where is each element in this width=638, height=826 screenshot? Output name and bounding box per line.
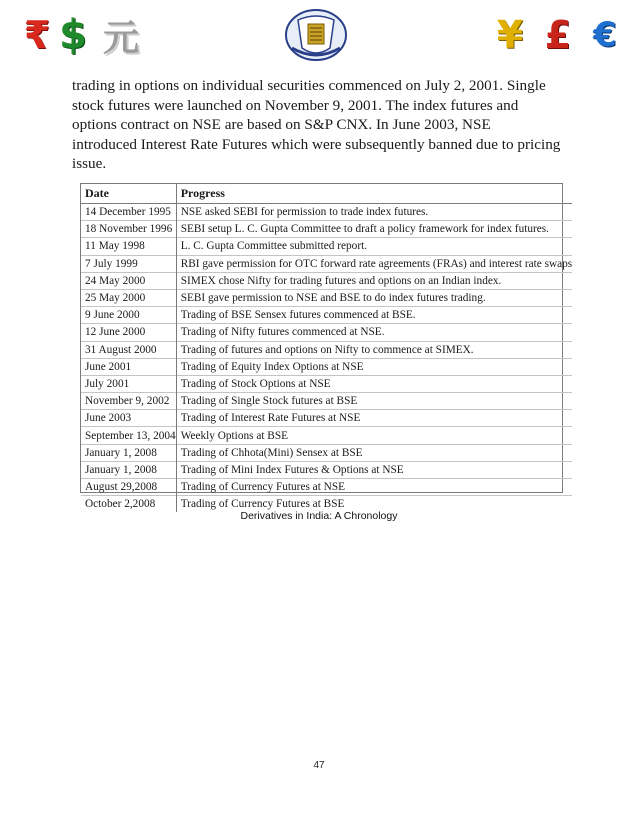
paragraph-line: trading in options on individual securities commenced on July 2, 2001. Single: [72, 77, 546, 94]
progress-cell: RBI gave permission for OTC forward rate agreements (FRAs) and interest rate swaps: [176, 255, 572, 272]
progress-cell: NSE asked SEBI for permission to trade index futures.: [180, 206, 429, 219]
date-cell: 9 June 2000: [81, 307, 176, 324]
table-header-row: [81, 184, 572, 204]
date-cell: 12 June 2000: [81, 324, 176, 341]
table-body: [81, 204, 572, 513]
date-cell: 24 May 2000: [81, 272, 176, 289]
yuan-icon: 元: [102, 17, 139, 59]
date-cell: 18 November 1996: [81, 221, 176, 238]
date-cell: January 1, 2008: [81, 444, 176, 461]
date-cell: 14 December 1995: [81, 204, 176, 221]
yen-icon: ¥: [496, 13, 524, 57]
table-row: [81, 358, 572, 375]
date-cell: 31 August 2000: [81, 341, 176, 358]
date-cell: January 1, 2008: [81, 461, 176, 478]
table-row: [81, 238, 572, 255]
date-cell: June 2001: [81, 358, 176, 375]
table-row: [81, 307, 572, 324]
table-row: [81, 393, 572, 410]
progress-cell: Trading of Currency Futures at NSE: [176, 479, 572, 496]
date-cell: July 2001: [81, 375, 176, 392]
progress-cell: Trading of Currency Futures at BSE: [176, 496, 572, 513]
date-cell: August 29,2008: [81, 479, 176, 496]
progress-cell: Weekly Options at BSE: [176, 427, 572, 444]
progress-cell: SIMEX chose Nifty for trading futures and options on an Indian index.: [176, 272, 572, 289]
progress-cell: SEBI setup L. C. Gupta Committee to draft a policy framework for index futures.: [176, 221, 572, 238]
progress-cell: Trading of Equity Index Options at NSE: [176, 358, 572, 375]
table-row: [81, 204, 572, 221]
table-row: [81, 272, 572, 289]
progress-cell: Trading of futures and options on Nifty to commence at SIMEX.: [176, 341, 572, 358]
progress-cell: Trading of Stock Options at NSE: [176, 375, 572, 392]
table-row: [81, 289, 572, 306]
pound-icon: £: [544, 13, 572, 57]
rupee-icon: ₹: [23, 13, 51, 57]
progress-cell: Trading of Single Stock futures at BSE: [176, 393, 572, 410]
paragraph-line: options contract on NSE are based on S&P CNX. In June 2003, NSE: [72, 116, 491, 133]
chronology-table: [80, 183, 573, 511]
progress-cell: Trading of Interest Rate Futures at NSE: [176, 410, 572, 427]
dollar-icon: $: [59, 12, 87, 58]
progress-cell: Trading of Mini Index Futures & Options at NSE: [176, 461, 572, 478]
progress-cell: Trading of Chhota(Mini) Sensex at BSE: [176, 444, 572, 461]
progress-cell: L. C. Gupta Committee submitted report.: [176, 238, 572, 255]
date-cell: November 9, 2002: [81, 393, 176, 410]
date-column-header: Date: [81, 184, 176, 204]
date-cell: 11 May 1998: [81, 238, 176, 255]
table-row: [81, 341, 572, 358]
page-number: 47: [313, 760, 325, 771]
table-row: [81, 479, 572, 496]
progress-cell: Trading of Nifty futures commenced at NSE.: [176, 324, 572, 341]
emblem-logo: [284, 8, 348, 62]
progress-cell: Trading of BSE Sensex futures commenced at BSE.: [176, 307, 572, 324]
body-paragraph: [72, 76, 572, 174]
paragraph-line: issue.: [72, 155, 107, 172]
date-cell: September 13, 2004: [81, 427, 176, 444]
progress-cell: SEBI gave permission to NSE and BSE to do index futures trading.: [176, 289, 572, 306]
figure-caption: Derivatives in India: A Chronology: [240, 510, 398, 522]
table-row: [81, 410, 572, 427]
euro-icon: €: [593, 15, 617, 55]
date-cell: 25 May 2000: [81, 289, 176, 306]
table-row: [81, 375, 572, 392]
date-cell: June 2003: [81, 410, 176, 427]
table-row: [81, 255, 572, 272]
table-row: [81, 221, 572, 238]
paragraph-line: introduced Interest Rate Futures which were subsequently banned due to pricing: [72, 135, 561, 153]
table-row: [81, 461, 572, 478]
table-row: [81, 427, 572, 444]
paragraph-line: stock futures were launched on November 9, 2001. The index futures and: [72, 96, 519, 114]
progress-column-header: Progress: [176, 184, 572, 204]
date-cell: October 2,2008: [81, 496, 176, 513]
date-cell: 7 July 1999: [81, 255, 176, 272]
table-row: [81, 324, 572, 341]
table-row: [81, 444, 572, 461]
